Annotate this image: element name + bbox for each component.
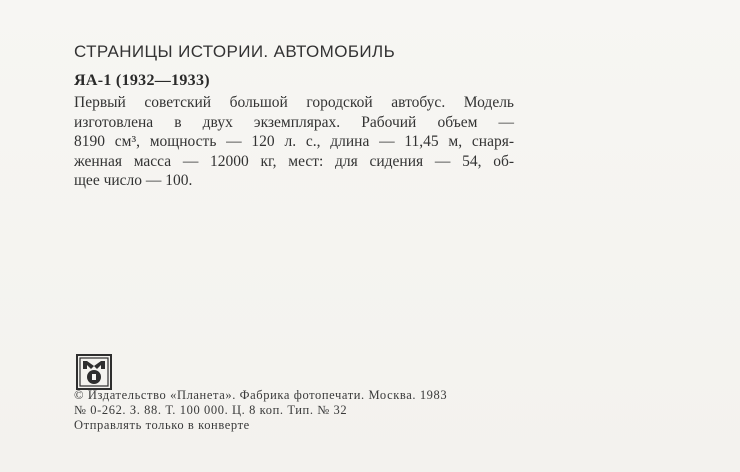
model-heading: ЯА-1 (1932—1933) <box>74 72 210 89</box>
publisher-logo-icon <box>76 354 112 390</box>
description-line: 8190 см³, мощность — 120 л. с., длина — 11,45 м, снаря- <box>74 133 514 150</box>
description-line: Первый советский большой городской автобус. Модель <box>74 94 514 111</box>
description-line: изготовлена в двух экземплярах. Рабочий объем — <box>74 113 514 131</box>
imprint-line: © Издательство «Планета». Фабрика фотопечати. Москва. 1983 <box>74 388 448 402</box>
series-title: СТРАНИЦЫ ИСТОРИИ. АВТОМОБИЛЬ <box>74 42 396 61</box>
imprint-line: Отправлять только в конверте <box>74 418 250 432</box>
imprint-line: № 0-262. З. 88. Т. 100 000. Ц. 8 коп. Тип. № 32 <box>74 403 348 417</box>
imprint-text <box>74 388 447 433</box>
description-line: женная масса — 12000 кг, мест: для сидения — 54, об- <box>74 152 514 170</box>
description-line: щее число — 100. <box>74 172 193 189</box>
description-text <box>74 93 514 191</box>
